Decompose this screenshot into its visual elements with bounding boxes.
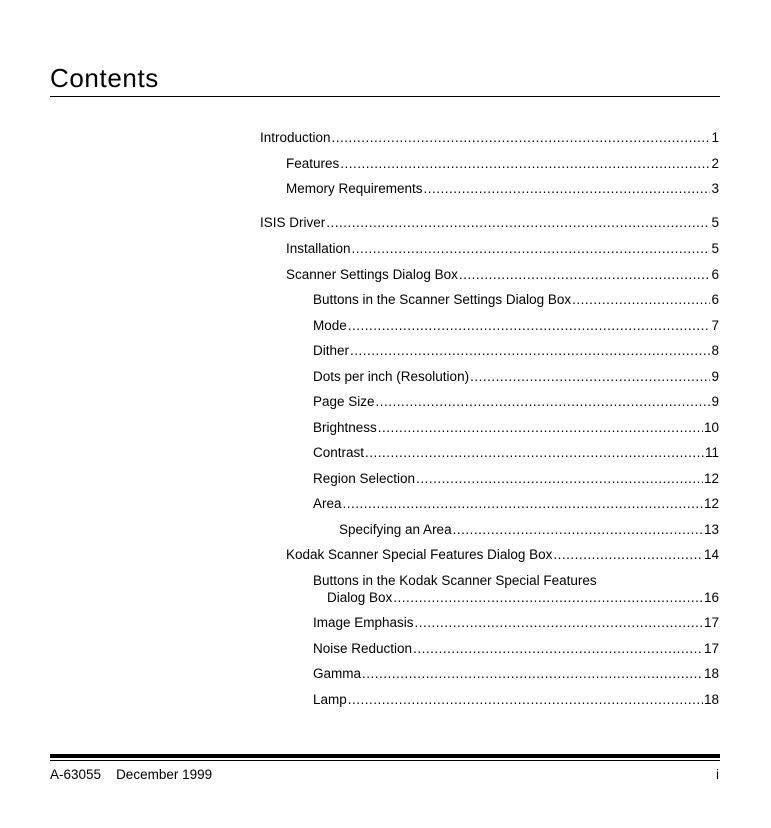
toc-entry-page: 11 xyxy=(704,445,719,460)
toc-entry-installation[interactable] xyxy=(286,240,719,257)
toc-entry-page: 5 xyxy=(711,215,719,230)
toc-dot-leader xyxy=(326,214,710,231)
toc-dot-leader xyxy=(415,614,703,631)
footer-date: December 1999 xyxy=(116,767,213,782)
toc-entry-page: 1 xyxy=(711,130,719,145)
toc-entry-page: 9 xyxy=(711,369,719,384)
toc-entry-label: Page Size xyxy=(313,394,375,409)
toc-entry-label: Memory Requirements xyxy=(286,181,423,196)
toc-entry-page: 16 xyxy=(703,590,719,605)
toc-dot-leader xyxy=(376,393,711,410)
toc-entry-page: 17 xyxy=(703,641,719,656)
toc-entry-page: 3 xyxy=(711,181,719,196)
toc-dot-leader xyxy=(340,155,710,172)
toc-entry-page: 7 xyxy=(711,318,719,333)
toc-entry-region-selection[interactable] xyxy=(313,470,719,487)
toc-dot-leader xyxy=(343,495,703,512)
toc-dot-leader xyxy=(332,129,711,146)
toc-entry-label: Area xyxy=(313,496,342,511)
toc-entry-label: Contrast xyxy=(313,445,365,460)
toc-entry-page: 12 xyxy=(703,496,719,511)
footer-doc-number: A-63055 xyxy=(50,767,102,782)
toc-entry-dots-per-inch[interactable] xyxy=(313,368,719,385)
toc-entry-introduction[interactable] xyxy=(260,129,719,146)
toc-entry-page: 5 xyxy=(711,241,719,256)
toc-entry-label: Specifying an Area xyxy=(339,522,452,537)
toc-entry-label: Image Emphasis xyxy=(313,615,414,630)
toc-entry-page: 14 xyxy=(703,547,719,562)
toc-dot-leader xyxy=(453,521,703,538)
toc-dot-leader xyxy=(470,368,710,385)
toc-entry-isis-driver[interactable] xyxy=(260,214,719,231)
toc-entry-label: Dither xyxy=(313,343,350,358)
toc-entry-label: Brightness xyxy=(313,420,377,435)
toc-dot-leader xyxy=(350,342,710,359)
toc-dot-leader xyxy=(553,546,703,563)
toc-entry-label: Dialog Box xyxy=(327,590,393,605)
toc-entry-label: Gamma xyxy=(313,666,362,681)
footer-divider-thin xyxy=(50,760,720,761)
toc-dot-leader xyxy=(572,291,710,308)
toc-entry-page: 18 xyxy=(703,666,719,681)
toc-entry-page: 9 xyxy=(711,394,719,409)
toc-entry-image-emphasis[interactable] xyxy=(313,614,719,631)
toc-entry-label: Installation xyxy=(286,241,351,256)
toc-dot-leader xyxy=(348,317,711,334)
toc-entry-page: 12 xyxy=(703,471,719,486)
toc-entry-page: 6 xyxy=(711,292,719,307)
toc-entry-memory-requirements[interactable] xyxy=(286,180,719,197)
toc-entry-buttons-kodak-special-features-cont[interactable] xyxy=(327,589,719,606)
toc-dot-leader xyxy=(348,691,703,708)
toc-entry-specifying-an-area[interactable] xyxy=(339,521,719,538)
toc-entry-buttons-scanner-settings[interactable] xyxy=(313,291,719,308)
toc-entry-scanner-settings-dialog-box[interactable] xyxy=(286,266,719,283)
toc-entry-buttons-kodak-special-features[interactable]: Buttons in the Kodak Scanner Special Features xyxy=(313,573,597,588)
toc-entry-lamp[interactable] xyxy=(313,691,719,708)
footer-page-number: i xyxy=(716,767,719,782)
toc-entry-features[interactable] xyxy=(286,155,719,172)
toc-entry-page: 8 xyxy=(711,343,719,358)
toc-entry-label: Region Selection xyxy=(313,471,416,486)
toc-entry-kodak-special-features[interactable] xyxy=(286,546,719,563)
toc-entry-label: Scanner Settings Dialog Box xyxy=(286,267,458,282)
toc-entry-contrast[interactable] xyxy=(313,444,719,461)
toc-entry-dither[interactable] xyxy=(313,342,719,359)
toc-entry-page: 17 xyxy=(703,615,719,630)
toc-dot-leader xyxy=(362,665,703,682)
toc-entry-page: 18 xyxy=(703,692,719,707)
toc-entry-brightness[interactable] xyxy=(313,419,719,436)
toc-entry-label: ISIS Driver xyxy=(260,215,326,230)
toc-entry-gamma[interactable] xyxy=(313,665,719,682)
toc-entry-page: 10 xyxy=(703,420,719,435)
toc-entry-label: Features xyxy=(286,156,340,171)
footer-doc-info xyxy=(50,766,212,783)
toc-entry-label: Mode xyxy=(313,318,347,333)
toc-dot-leader xyxy=(459,266,711,283)
toc-entry-label: Noise Reduction xyxy=(313,641,413,656)
toc-entry-label: Introduction xyxy=(260,130,331,145)
toc-entry-area[interactable] xyxy=(313,495,719,512)
toc-dot-leader xyxy=(352,240,711,257)
toc-dot-leader xyxy=(416,470,703,487)
toc-dot-leader xyxy=(378,419,703,436)
toc-dot-leader xyxy=(365,444,704,461)
toc-entry-label: Lamp xyxy=(313,692,347,707)
toc-dot-leader xyxy=(424,180,711,197)
page-title: Contents xyxy=(50,63,159,93)
toc-dot-leader xyxy=(393,589,703,606)
toc-entry-page: 13 xyxy=(703,522,719,537)
toc-entry-page: 2 xyxy=(711,156,719,171)
toc-entry-page: 6 xyxy=(711,267,719,282)
footer-divider-thick xyxy=(50,754,720,758)
toc-entry-label: Dots per inch (Resolution) xyxy=(313,369,470,384)
toc-entry-mode[interactable] xyxy=(313,317,719,334)
toc-entry-noise-reduction[interactable] xyxy=(313,640,719,657)
toc-entry-page-size[interactable] xyxy=(313,393,719,410)
toc-dot-leader xyxy=(413,640,703,657)
toc-entry-label: Kodak Scanner Special Features Dialog Box xyxy=(286,547,553,562)
toc-entry-label: Buttons in the Scanner Settings Dialog Box xyxy=(313,292,572,307)
